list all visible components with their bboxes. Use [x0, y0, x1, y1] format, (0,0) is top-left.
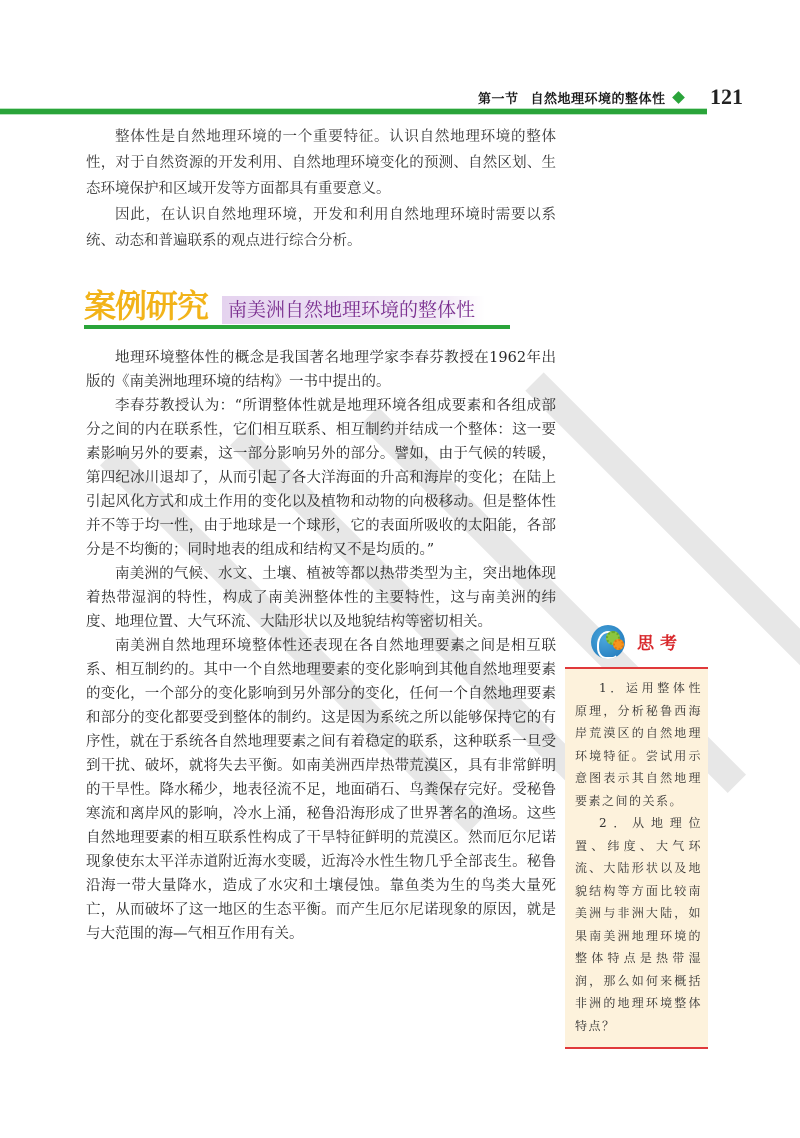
think-sidebar: [565, 625, 708, 1049]
case-study-label: 案例研究: [84, 287, 209, 325]
intro-text: [86, 124, 556, 254]
header-rule: [0, 108, 707, 115]
case-study-body: [86, 346, 556, 946]
intro-paragraph: 因此，在认识自然地理环境，开发和利用自然地理环境时需要以系统、动态和普遍联系的观点进行综合分析。: [86, 207, 556, 249]
case-study-rule: [84, 325, 510, 329]
page-number: 121: [710, 84, 743, 109]
head-gears-icon: [591, 625, 625, 659]
body-paragraph: 李春芬教授认为：“所谓整体性就是地理环境各组成要素和各组成部分之间的内在联系性，它们相互联系、相互制约并结成一个整体：这一要素影响另外的要素，这一部分影响另外的部分。譬如，由于气候的转暖，第四纪冰川退却了，从而引起了各大洋海面的升高和海岸的变化；在陆上引起风化方式和成土作用的变化以及植物和动物的向极移动。但是整体性并不等于均一性，由于地球是一个球形，它的表面所吸收的太阳能，各部分是不均衡的；同时地表的组成和结构又不是均质的。”: [86, 398, 556, 558]
think-header: [565, 625, 708, 669]
think-question: 2．从地理位置、纬度、大气环流、大陆形状以及地貌结构等方面比较南美洲与非洲大陆，如果南美洲地理环境的整体特点是热带湿润，那么如何来概括非洲的地理环境整体特点？: [575, 816, 702, 1033]
section-title: 自然地理环境的整体性: [530, 92, 666, 107]
think-question: 1．运用整体性原理，分析秘鲁西海岸荒漠区的自然地理环境特征。尝试用示意图表示其自然地理要素之间的关系。: [575, 681, 702, 808]
body-paragraph: 南美洲自然地理环境整体性还表现在各自然地理要素之间是相互联系、相互制约的。其中一个自然地理要素的变化影响到其他自然地理要素的变化，一个部分的变化影响到另外部分的变化，任何一个自然地理要素和部分的变化都要受到整体的制约。这是因为系统之所以能够保持它的有序性，就在于系统各自然地理要素之间有着稳定的联系，这种联系一旦受到干扰、破坏，就将失去平衡。如南美洲西岸热带荒漠区，具有非常鲜明的干旱性。降水稀少，地表径流不足，地面硝石、鸟粪保存完好。受秘鲁寒流和离岸风的影响，冷水上涌，秘鲁沿海形成了世界著名的渔场。这些自然地理要素的相互联系性构成了干旱特征鲜明的荒漠区。然而厄尔尼诺现象使东太平洋赤道附近海水变暖，近海冷水性生物几乎全部丧生。秘鲁沿海一带大量降水，造成了水灾和土壤侵蚀。靠鱼类为生的鸟类大量死亡，从而破坏了这一地区的生态平衡。而产生厄尔尼诺现象的原因，就是与大范围的海—气相互作用有关。: [86, 638, 556, 942]
think-rule-top: [565, 667, 708, 669]
case-study-title: 南美洲自然地理环境的整体性: [222, 296, 485, 324]
think-rule-bottom: [565, 1047, 708, 1049]
case-study-heading: [84, 287, 514, 329]
body-paragraph: 地理环境整体性的概念是我国著名地理学家李春芬教授在1962年出版的《南美洲地理环境的结构》一书中提出的。: [86, 350, 556, 390]
intro-paragraph: 整体性是自然地理环境的一个重要特征。认识自然地理环境的整体性，对于自然资源的开发利用、自然地理环境变化的预测、自然区划、生态环境保护和区域开发等方面都具有重要意义。: [86, 129, 556, 197]
section-number: 第一节: [478, 92, 519, 107]
diamond-icon: [672, 91, 685, 104]
page-header: [0, 84, 800, 114]
think-questions: [565, 669, 708, 1047]
running-title: [478, 88, 683, 107]
body-paragraph: 南美洲的气候、水文、土壤、植被等都以热带类型为主，突出地体现着热带湿润的特性，构成了南美洲整体性的主要特性，这与南美洲的纬度、地理位置、大气环流、大陆形状以及地貌结构等密切相关。: [86, 566, 556, 630]
think-label: 思考: [637, 634, 683, 654]
